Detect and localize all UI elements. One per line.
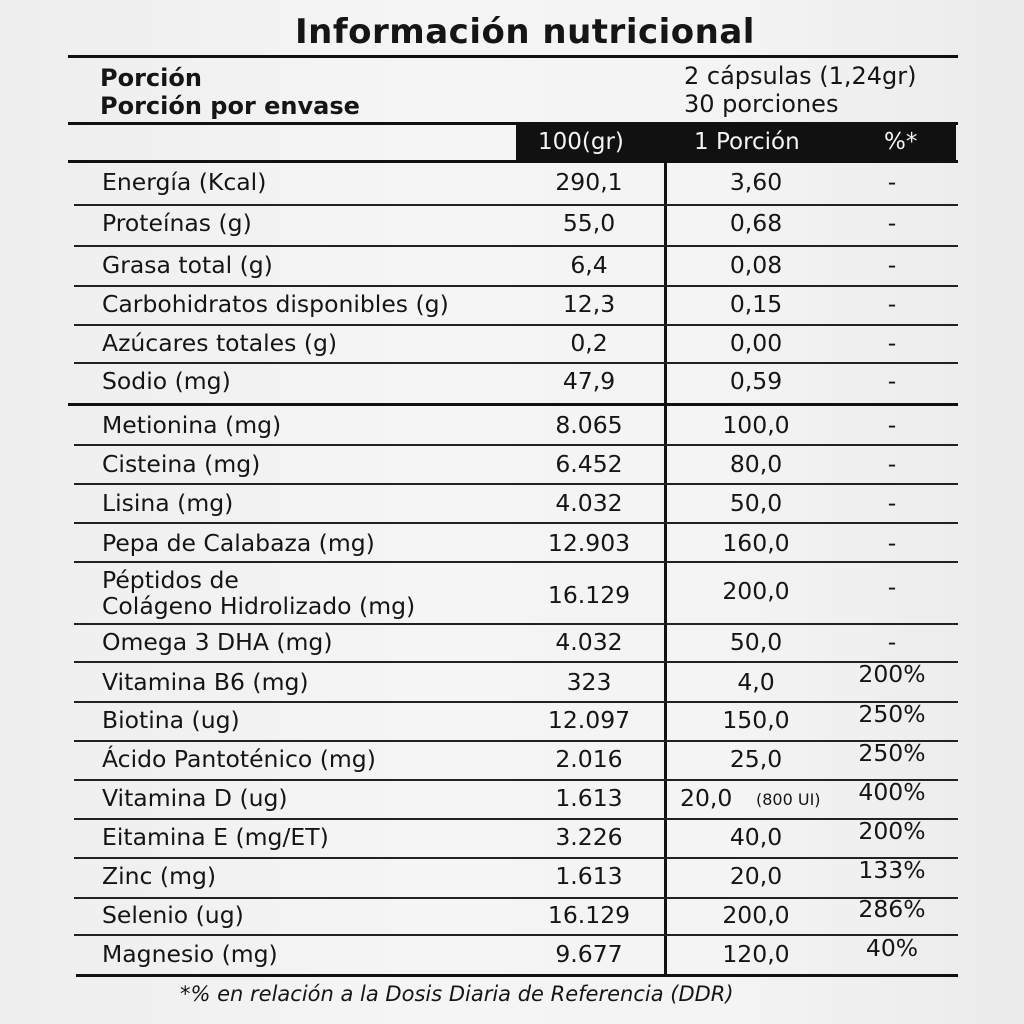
value-per-portion: 20,0 xyxy=(729,862,783,890)
nutrient-name: Sodio (mg) xyxy=(102,367,231,395)
value-per-portion: 0,68 xyxy=(729,209,783,237)
value-per-portion: 120,0 xyxy=(722,940,790,968)
column-header-per100: 100(gr) xyxy=(538,129,624,155)
per-container-label: Porción por envase xyxy=(100,92,360,120)
nutrient-name: Cisteina (mg) xyxy=(102,450,261,478)
value-per-100g: 4.032 xyxy=(555,628,623,656)
row-separator xyxy=(74,444,958,446)
value-per-portion: 25,0 xyxy=(729,745,783,773)
value-per-portion: 20,0 xyxy=(680,784,733,812)
value-percent: - xyxy=(887,628,897,656)
nutrient-name: Azúcares totales (g) xyxy=(102,329,338,357)
value-per-portion-note: (800 UI) xyxy=(756,790,821,809)
value-per-100g: 6.452 xyxy=(555,450,623,478)
value-per-portion: 3,60 xyxy=(729,168,783,196)
row-separator xyxy=(74,285,958,287)
row-separator xyxy=(74,522,958,524)
value-per-100g: 2.016 xyxy=(555,745,623,773)
nutrient-name: Magnesio (mg) xyxy=(102,940,278,968)
column-header-percent: %* xyxy=(884,129,918,155)
value-per-100g: 12.097 xyxy=(547,706,631,734)
value-per-100g: 0,2 xyxy=(570,329,608,357)
nutrient-name: Carbohidratos disponibles (g) xyxy=(102,290,449,318)
value-percent: 133% xyxy=(858,856,926,884)
row-separator xyxy=(74,623,958,625)
nutrient-name: Zinc (mg) xyxy=(102,862,217,890)
value-percent: - xyxy=(887,290,897,318)
row-separator xyxy=(74,934,958,936)
value-percent: - xyxy=(887,209,897,237)
value-percent: - xyxy=(887,329,897,357)
nutrient-name: Grasa total (g) xyxy=(102,251,273,279)
value-per-100g: 12.903 xyxy=(547,529,631,557)
value-percent: - xyxy=(887,573,897,601)
row-separator xyxy=(74,701,958,703)
top-rule xyxy=(68,55,958,58)
row-separator xyxy=(74,245,958,247)
value-per-100g: 16.129 xyxy=(547,901,631,929)
value-percent: 250% xyxy=(858,739,926,767)
bottom-rule xyxy=(76,974,958,977)
value-per-100g: 3.226 xyxy=(555,823,623,851)
value-percent: - xyxy=(887,450,897,478)
value-per-100g: 1.613 xyxy=(555,784,623,812)
nutrient-name: Eitamina E (mg/ET) xyxy=(102,823,329,851)
header-rule xyxy=(68,160,958,163)
value-per-100g: 4.032 xyxy=(555,489,623,517)
column-header-portion: 1 Porción xyxy=(694,129,800,155)
row-separator xyxy=(74,740,958,742)
nutrient-name: Vitamina B6 (mg) xyxy=(102,668,309,696)
value-per-100g: 8.065 xyxy=(555,411,623,439)
value-percent: - xyxy=(887,367,897,395)
nutrient-name: Pepa de Calabaza (mg) xyxy=(102,529,375,557)
value-per-portion: 0,59 xyxy=(729,367,783,395)
value-per-100g: 1.613 xyxy=(555,862,623,890)
value-per-portion: 40,0 xyxy=(729,823,783,851)
nutrient-name-line-2: Colágeno Hidrolizado (mg) xyxy=(102,592,416,620)
value-per-portion: 200,0 xyxy=(722,577,790,605)
row-separator xyxy=(74,779,958,781)
value-per-100g: 323 xyxy=(566,668,612,696)
row-separator xyxy=(74,661,958,663)
column-header-bar xyxy=(516,124,956,162)
nutrient-name: Metionina (mg) xyxy=(102,411,282,439)
nutrient-name: Proteínas (g) xyxy=(102,209,252,237)
portion-value: 2 cápsulas (1,24gr) xyxy=(684,62,917,90)
value-per-portion: 0,15 xyxy=(729,290,783,318)
value-per-portion: 150,0 xyxy=(722,706,790,734)
value-percent: 200% xyxy=(858,817,926,845)
value-per-portion: 50,0 xyxy=(729,628,783,656)
section-rule xyxy=(68,403,958,406)
value-percent: 40% xyxy=(865,934,919,962)
row-separator xyxy=(74,324,958,326)
label-title: Información nutricional xyxy=(295,12,755,52)
nutrient-name: Biotina (ug) xyxy=(102,706,240,734)
value-percent: 400% xyxy=(858,778,926,806)
footnote: *% en relación a la Dosis Diaria de Referencia (DDR) xyxy=(180,982,734,1006)
row-separator xyxy=(74,483,958,485)
value-percent: - xyxy=(887,168,897,196)
nutrient-name: Omega 3 DHA (mg) xyxy=(102,628,333,656)
value-per-100g: 47,9 xyxy=(562,367,616,395)
value-per-portion: 4,0 xyxy=(737,668,775,696)
value-percent: - xyxy=(887,529,897,557)
value-per-100g: 55,0 xyxy=(562,209,616,237)
value-per-portion: 200,0 xyxy=(722,901,790,929)
nutrient-name: Energía (Kcal) xyxy=(102,168,267,196)
nutrient-name: Lisina (mg) xyxy=(102,489,234,517)
portion-label: Porción xyxy=(100,64,202,92)
value-per-100g: 9.677 xyxy=(555,940,623,968)
value-per-portion: 100,0 xyxy=(722,411,790,439)
value-percent: 286% xyxy=(858,895,926,923)
value-percent: 200% xyxy=(858,660,926,688)
per-container-value: 30 porciones xyxy=(684,90,839,118)
value-per-100g: 12,3 xyxy=(562,290,616,318)
nutrient-name: Ácido Pantoténico (mg) xyxy=(102,745,376,773)
value-percent: 250% xyxy=(858,700,926,728)
value-per-portion: 160,0 xyxy=(722,529,790,557)
value-per-100g: 6,4 xyxy=(570,251,608,279)
nutrient-name: Selenio (ug) xyxy=(102,901,244,929)
row-separator xyxy=(74,561,958,563)
value-percent: - xyxy=(887,411,897,439)
value-percent: - xyxy=(887,489,897,517)
row-separator xyxy=(74,818,958,820)
nutrient-name-line-1: Péptidos de xyxy=(102,566,239,594)
value-per-100g: 16.129 xyxy=(547,581,631,609)
row-separator xyxy=(74,204,958,206)
value-per-portion: 50,0 xyxy=(729,489,783,517)
row-separator xyxy=(74,857,958,859)
value-per-portion: 80,0 xyxy=(729,450,783,478)
value-per-portion: 0,08 xyxy=(729,251,783,279)
value-per-100g: 290,1 xyxy=(555,168,623,196)
row-separator xyxy=(74,897,958,899)
nutrient-name: Vitamina D (ug) xyxy=(102,784,288,812)
value-per-portion: 0,00 xyxy=(729,329,783,357)
value-percent: - xyxy=(887,251,897,279)
row-separator xyxy=(74,362,958,364)
